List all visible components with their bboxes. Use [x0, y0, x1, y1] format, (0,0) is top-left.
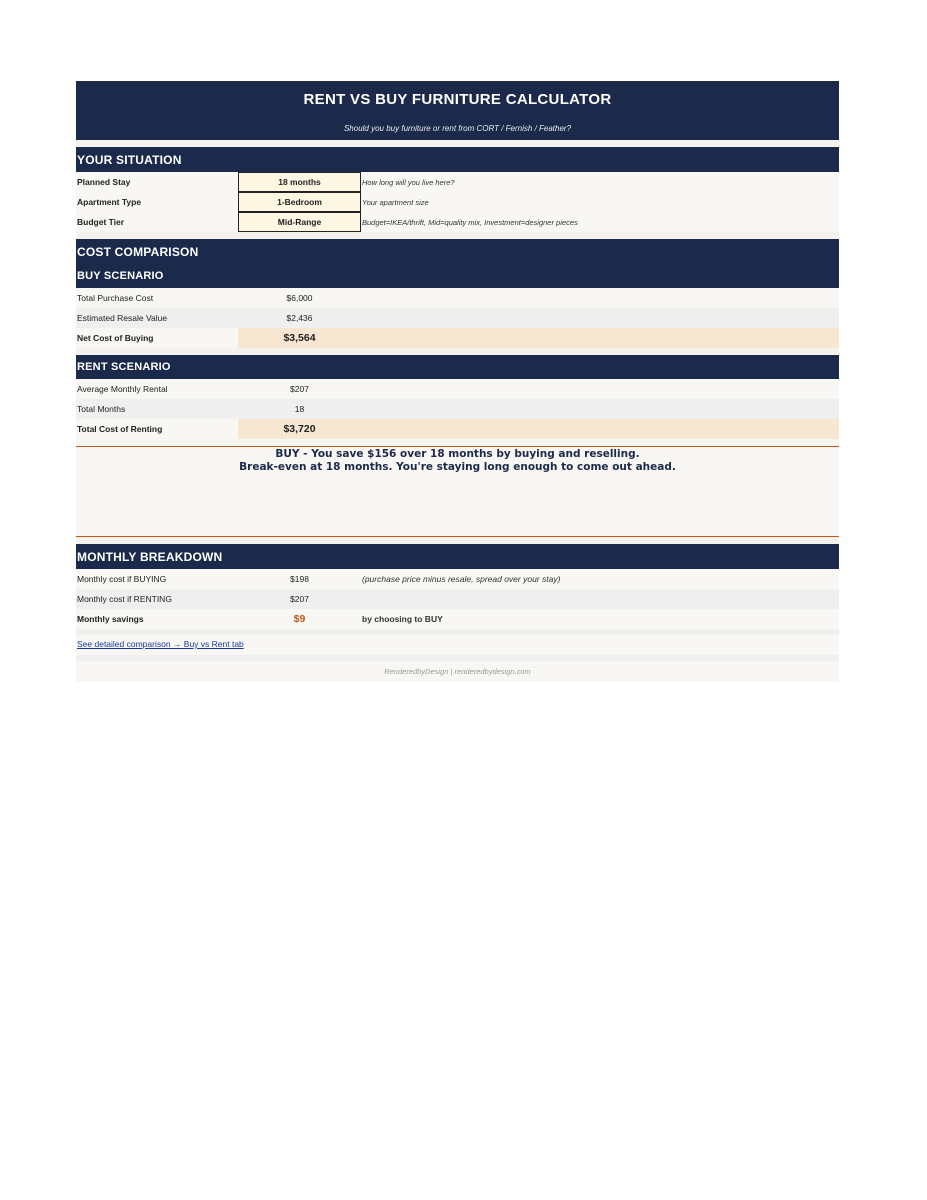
title-block [76, 81, 839, 140]
verdict-line-1: BUY - You save $156 over 18 months by buying and reselling. [275, 448, 640, 460]
row-label: Apartment Type [77, 197, 142, 207]
page-subtitle: Should you buy furniture or rent from CORT / Fernish / Feather? [343, 124, 572, 133]
row-label: Net Cost of Buying [77, 333, 154, 343]
row-value: $2,436 [286, 313, 313, 323]
situation-row-budget-tier [76, 212, 839, 232]
row-value: 18 [294, 404, 305, 414]
buy-resale-row [76, 308, 839, 328]
calculator-sheet [76, 81, 839, 682]
row-label: Total Cost of Renting [77, 424, 163, 434]
row-value: $207 [290, 384, 309, 394]
footer-credit: RenderedbyDesign | renderedbydesign.com [76, 661, 839, 682]
row-note: Your apartment size [362, 197, 429, 207]
row-label: Average Monthly Rental [77, 384, 168, 394]
spacer [76, 537, 839, 544]
row-label: Planned Stay [77, 177, 131, 187]
row-value: $207 [290, 594, 309, 604]
row-value: $3,720 [283, 423, 316, 435]
monthly-savings-row [76, 609, 839, 629]
link-row [76, 635, 839, 655]
verdict-box [76, 446, 839, 537]
section-your-situation: YOUR SITUATION [76, 147, 839, 172]
buy-total-purchase-row [76, 288, 839, 308]
budget-tier-input[interactable]: Mid-Range [238, 212, 361, 232]
row-note: by choosing to BUY [362, 614, 443, 624]
section-cost-comparison: COST COMPARISON [76, 239, 839, 264]
row-note: How long will you live here? [362, 177, 455, 187]
row-note: Budget=IKEA/thrift, Mid=quality mix, Investment=designer pieces [362, 217, 578, 227]
rent-months-row [76, 399, 839, 419]
savings-value: $9 [293, 613, 306, 625]
spacer [76, 232, 839, 239]
row-value: $3,564 [283, 332, 316, 344]
subsection-buy-scenario: BUY SCENARIO [76, 264, 839, 288]
row-label: Monthly cost if RENTING [77, 594, 172, 604]
section-monthly-breakdown: MONTHLY BREAKDOWN [76, 544, 839, 569]
apartment-type-input[interactable]: 1-Bedroom [238, 192, 361, 212]
row-label: Total Purchase Cost [77, 293, 154, 303]
spacer [76, 439, 839, 446]
verdict-line-2: Break-even at 18 months. You're staying long enough to come out ahead. [239, 461, 676, 473]
row-value: $6,000 [286, 293, 313, 303]
situation-row-planned-stay [76, 172, 839, 192]
row-label: Total Months [77, 404, 126, 414]
rent-monthly-row [76, 379, 839, 399]
spacer [76, 140, 839, 147]
row-label: Budget Tier [77, 217, 125, 227]
monthly-renting-row [76, 589, 839, 609]
row-label: Estimated Resale Value [77, 313, 168, 323]
spacer [76, 348, 839, 355]
row-label: Monthly savings [77, 614, 144, 624]
row-value: $198 [290, 574, 309, 584]
page-title: RENT VS BUY FURNITURE CALCULATOR [303, 91, 612, 108]
rent-total-row [76, 419, 839, 439]
row-label: Monthly cost if BUYING [77, 574, 167, 584]
row-note: (purchase price minus resale, spread over your stay) [362, 574, 561, 584]
planned-stay-input[interactable]: 18 months [238, 172, 361, 192]
situation-row-apartment-type [76, 192, 839, 212]
subsection-rent-scenario: RENT SCENARIO [76, 355, 839, 379]
buy-vs-rent-tab-link[interactable]: See detailed comparison → Buy vs Rent tab [77, 639, 244, 649]
monthly-buying-row [76, 569, 839, 589]
buy-net-cost-row [76, 328, 839, 348]
